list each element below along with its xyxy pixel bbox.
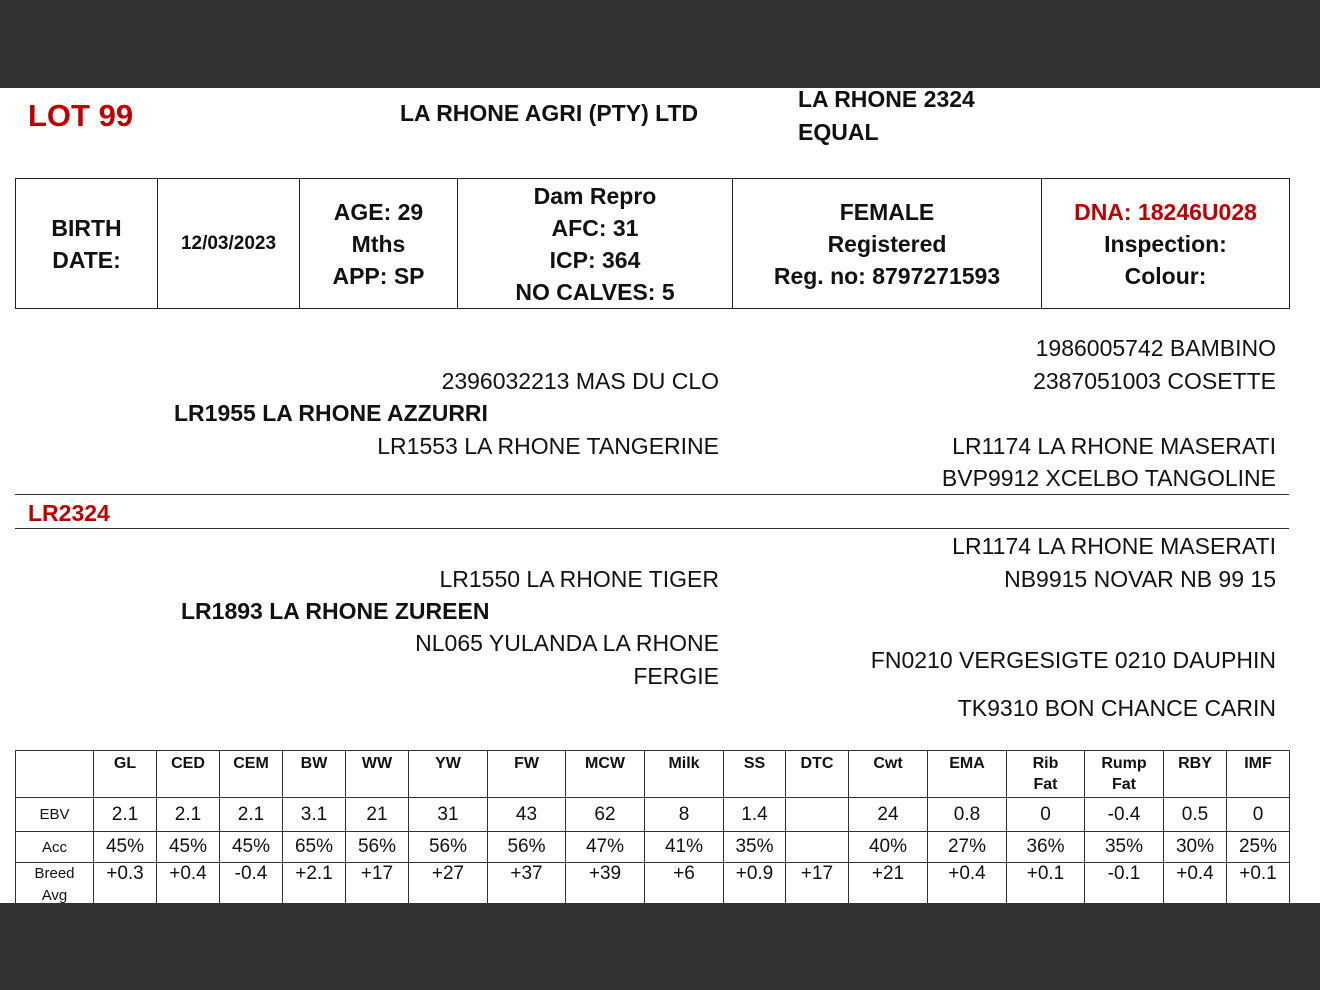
pedigree-sds: LR1174 LA RHONE MASERATI [952,433,1276,459]
pedigree-sire-sire: 2396032213 MAS DU CLO [441,368,719,394]
ebv-header-cell: BW [283,751,346,798]
ebv-value-cell: +6 [645,863,724,904]
lot-number: LOT 99 [28,98,134,133]
pedigree-sss: 1986005742 BAMBINO [1035,335,1276,361]
dna-number: DNA: 18246U028 [1074,198,1257,225]
ebv-value-cell: 0.5 [1164,798,1227,832]
lot-document-page [0,88,1320,903]
ebv-value-cell: +0.9 [724,863,786,904]
breeder-name: LA RHONE AGRI (PTY) LTD [400,100,699,126]
pedigree-divider-bottom [15,528,1289,529]
ebv-value-cell: 8 [645,798,724,832]
ebv-value-cell: 65% [283,832,346,863]
ebv-data-row [16,798,1290,832]
pedigree-sire-dam: LR1553 LA RHONE TANGERINE [377,433,719,459]
ebv-header-cell: Rump Fat [1085,751,1164,798]
ebv-value-cell: +0.1 [1007,863,1085,904]
pedigree-dss: LR1174 LA RHONE MASERATI [952,533,1276,559]
animal-name-line2: EQUAL [798,119,879,145]
pedigree-sire: LR1955 LA RHONE AZZURRI [174,400,488,426]
ebv-value-cell: 62 [566,798,645,832]
ebv-value-cell: 2.1 [220,798,283,832]
dam-repro-cell: Dam Repro AFC: 31 ICP: 364 NO CALVES: 5 [458,179,733,309]
bottom-dark-bar [0,903,1320,990]
ebv-value-cell: 2.1 [94,798,157,832]
ebv-header-cell: Rib Fat [1007,751,1085,798]
pedigree-divider-top [15,494,1289,495]
ebv-value-cell: 45% [94,832,157,863]
animal-name [798,88,975,149]
ebv-header-cell: WW [346,751,409,798]
ebv-row-label: Breed Avg [16,863,94,904]
ebv-value-cell: 0 [1007,798,1085,832]
ebv-header-cell: IMF [1227,751,1290,798]
ebv-table [15,750,1290,903]
ebv-value-cell: +0.4 [928,863,1007,904]
ebv-value-cell: 35% [1085,832,1164,863]
ebv-value-cell: 3.1 [283,798,346,832]
pedigree-ssd: 2387051003 COSETTE [1033,368,1276,394]
birth-date-label: BIRTH DATE: [16,179,158,309]
ebv-header-cell: SS [724,751,786,798]
ebv-value-cell: +21 [849,863,928,904]
ebv-header-cell: DTC [786,751,849,798]
pedigree-dam-dam-line2: FERGIE [633,663,719,689]
ebv-value-cell: +17 [346,863,409,904]
ebv-value-cell: 30% [1164,832,1227,863]
ebv-value-cell: 24 [849,798,928,832]
ebv-value-cell: -0.1 [1085,863,1164,904]
ebv-value-cell [786,798,849,832]
ebv-header-cell: CEM [220,751,283,798]
ebv-header-cell: FW [488,751,566,798]
ebv-value-cell: 56% [488,832,566,863]
ebv-header-cell: MCW [566,751,645,798]
pedigree-sdd: BVP9912 XCELBO TANGOLINE [941,465,1276,491]
pedigree-ddd: TK9310 BON CHANCE CARIN [957,695,1276,721]
age-cell: AGE: 29 Mths APP: SP [300,179,458,309]
ebv-value-cell: +39 [566,863,645,904]
ebv-value-cell: +17 [786,863,849,904]
ebv-value-cell [786,832,849,863]
ebv-data-row [16,832,1290,863]
ebv-header-cell: GL [94,751,157,798]
ebv-value-cell: 41% [645,832,724,863]
top-dark-bar [0,0,1320,88]
ebv-header-cell: Milk [645,751,724,798]
ebv-value-cell: 45% [220,832,283,863]
ebv-value-cell: -0.4 [1085,798,1164,832]
ebv-value-cell: 31 [409,798,488,832]
birth-date-value: 12/03/2023 [158,179,300,309]
pedigree-dam-sire: LR1550 LA RHONE TIGER [439,566,719,592]
ebv-value-cell: 2.1 [157,798,220,832]
ebv-header-cell: YW [409,751,488,798]
pedigree-dam-dam-line1: NL065 YULANDA LA RHONE [415,630,719,656]
ebv-value-cell: +0.4 [1164,863,1227,904]
ebv-value-cell: 21 [346,798,409,832]
ebv-value-cell: 0.8 [928,798,1007,832]
ebv-value-cell: 0 [1227,798,1290,832]
ebv-value-cell: +37 [488,863,566,904]
ebv-value-cell: -0.4 [220,863,283,904]
ebv-value-cell: 40% [849,832,928,863]
ebv-value-cell: 25% [1227,832,1290,863]
ebv-header-cell: Cwt [849,751,928,798]
ebv-header-row [16,751,1290,798]
ebv-value-cell: 56% [409,832,488,863]
ebv-row-label: Acc [16,832,94,863]
registration-cell: FEMALE Registered Reg. no: 8797271593 [733,179,1042,309]
ebv-value-cell: 27% [928,832,1007,863]
ebv-value-cell: +2.1 [283,863,346,904]
ebv-value-cell: 1.4 [724,798,786,832]
ebv-value-cell: 36% [1007,832,1085,863]
pedigree-dsd: NB9915 NOVAR NB 99 15 [1004,566,1276,592]
ebv-header-cell: CED [157,751,220,798]
animal-name-line1: LA RHONE 2324 [798,88,975,112]
dna-cell: DNA: 18246U028 Inspection: Colour: [1042,179,1290,309]
animal-info-table [15,178,1290,309]
ebv-header-cell: EMA [928,751,1007,798]
pedigree-dds: FN0210 VERGESIGTE 0210 DAUPHIN [870,647,1276,673]
pedigree-animal-id: LR2324 [28,500,110,526]
ebv-value-cell: 35% [724,832,786,863]
ebv-value-cell: +0.1 [1227,863,1290,904]
ebv-header-cell: RBY [1164,751,1227,798]
ebv-value-cell: 43 [488,798,566,832]
ebv-data-row [16,863,1290,904]
ebv-header-cell [16,751,94,798]
ebv-value-cell: +0.4 [157,863,220,904]
ebv-value-cell: +27 [409,863,488,904]
ebv-row-label: EBV [16,798,94,832]
ebv-value-cell: 56% [346,832,409,863]
ebv-value-cell: 47% [566,832,645,863]
pedigree-dam: LR1893 LA RHONE ZUREEN [181,598,490,624]
ebv-value-cell: 45% [157,832,220,863]
ebv-value-cell: +0.3 [94,863,157,904]
